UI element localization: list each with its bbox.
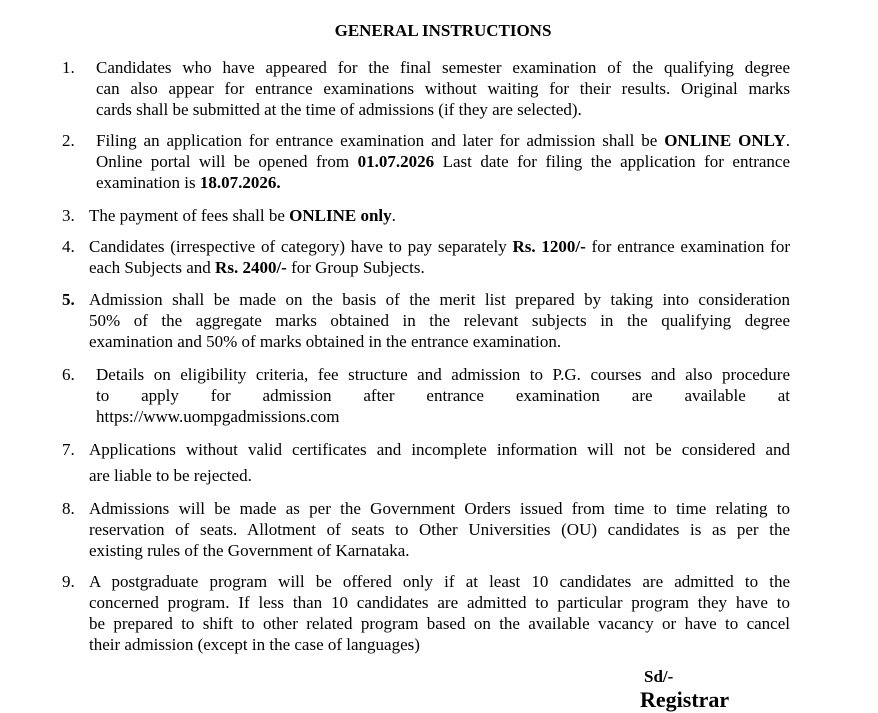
- item-bold-part: ONLINE ONLY: [664, 131, 786, 150]
- signature-designation: Registrar: [640, 687, 730, 712]
- item-line: examination and 50% of marks obtained in the entrance examination.: [89, 332, 562, 351]
- item-text: [89, 437, 790, 489]
- item-line: Candidates who have appeared for the final semester examination of the qualifying degree: [96, 58, 790, 77]
- instruction-item-6: [62, 364, 790, 427]
- item-number: 9.: [62, 572, 75, 591]
- item-line: concerned program. If less than 10 candidates are admitted to particular program they have to: [89, 593, 790, 612]
- item-text: [96, 130, 790, 193]
- item-line: Admissions will be made as per the Government Orders issued from time to time relating to: [89, 499, 790, 518]
- item-line: Admission shall be made on the basis of the merit list prepared by taking into consideration: [89, 290, 790, 309]
- item-line: Details on eligibility criteria, fee structure and admission to P.G. courses and also procedure: [96, 365, 790, 384]
- item-date-last: 18.07.2026.: [199, 173, 281, 192]
- item-text: [89, 571, 790, 655]
- page-title: GENERAL INSTRUCTIONS: [334, 21, 552, 40]
- instruction-item-7: [62, 437, 790, 489]
- instruction-item-2: [62, 130, 790, 193]
- item-number: 2.: [62, 131, 75, 150]
- item-fee-group: Rs. 2400/-: [215, 258, 287, 277]
- item-text: [89, 236, 790, 278]
- item-number: 5.: [62, 290, 75, 309]
- item-text: [89, 289, 790, 352]
- item-bold-part: ONLINE only: [289, 206, 392, 225]
- item-line: 50% of the aggregate marks obtained in the relevant subjects in the qualifying degree: [89, 311, 790, 330]
- instruction-item-3: [62, 205, 790, 226]
- item-number: 6.: [62, 365, 75, 384]
- item-line: A postgraduate program will be offered only if at least 10 candidates are admitted to the: [89, 572, 790, 591]
- item-line: be prepared to shift to other related program based on the available vacancy or have to cancel: [89, 614, 790, 633]
- instruction-item-5: [62, 289, 790, 352]
- instruction-item-1: [62, 57, 790, 120]
- item-line: are liable to be rejected.: [89, 466, 252, 485]
- instruction-item-4: [62, 236, 790, 278]
- item-link: https://www.uompgadmissions.com: [96, 407, 340, 426]
- item-text-part: Candidates (irrespective of category) have to pay separately: [89, 237, 513, 256]
- item-fee-subject: Rs. 1200/-: [512, 237, 586, 256]
- item-line: Applications without valid certificates and incomplete information will not be considered and: [89, 440, 790, 459]
- item-text-part: for Group Subjects.: [286, 258, 425, 277]
- item-text-part: for entrance examination for each Subjects and: [89, 237, 790, 277]
- item-text-part: . Online portal will be opened from: [96, 131, 790, 171]
- item-text-part: .: [391, 206, 396, 225]
- item-line: reservation of seats. Allotment of seats to Other Universities (OU) candidates is as per the: [89, 520, 790, 539]
- item-number: 1.: [62, 58, 75, 77]
- item-line: existing rules of the Government of Karnataka.: [89, 541, 410, 560]
- item-number: 3.: [62, 206, 75, 225]
- item-line: cards shall be submitted at the time of admissions (if they are selected).: [96, 100, 582, 119]
- item-text-part: Filing an application for entrance examination and later for admission shall be: [96, 131, 665, 150]
- item-text-part: The payment of fees shall be: [89, 206, 290, 225]
- item-date-open: 01.07.2026: [357, 152, 435, 171]
- item-text: [96, 57, 790, 120]
- item-number: 8.: [62, 499, 75, 518]
- item-number: 7.: [62, 440, 75, 459]
- item-line: their admission (except in the case of languages): [89, 635, 420, 654]
- item-text: [89, 205, 790, 226]
- item-line: can also appear for entrance examinations without waiting for their results. Original marks: [96, 79, 790, 98]
- item-line: to apply for admission after entrance examination are available at: [96, 386, 790, 405]
- item-text: [96, 364, 790, 427]
- signature-sd: Sd/-: [644, 667, 674, 686]
- instruction-item-9: [62, 571, 790, 655]
- item-text-part: Last date for filing the application for entrance examination is: [96, 152, 790, 192]
- item-number: 4.: [62, 237, 75, 256]
- item-text: [89, 498, 790, 561]
- instruction-item-8: [62, 498, 790, 561]
